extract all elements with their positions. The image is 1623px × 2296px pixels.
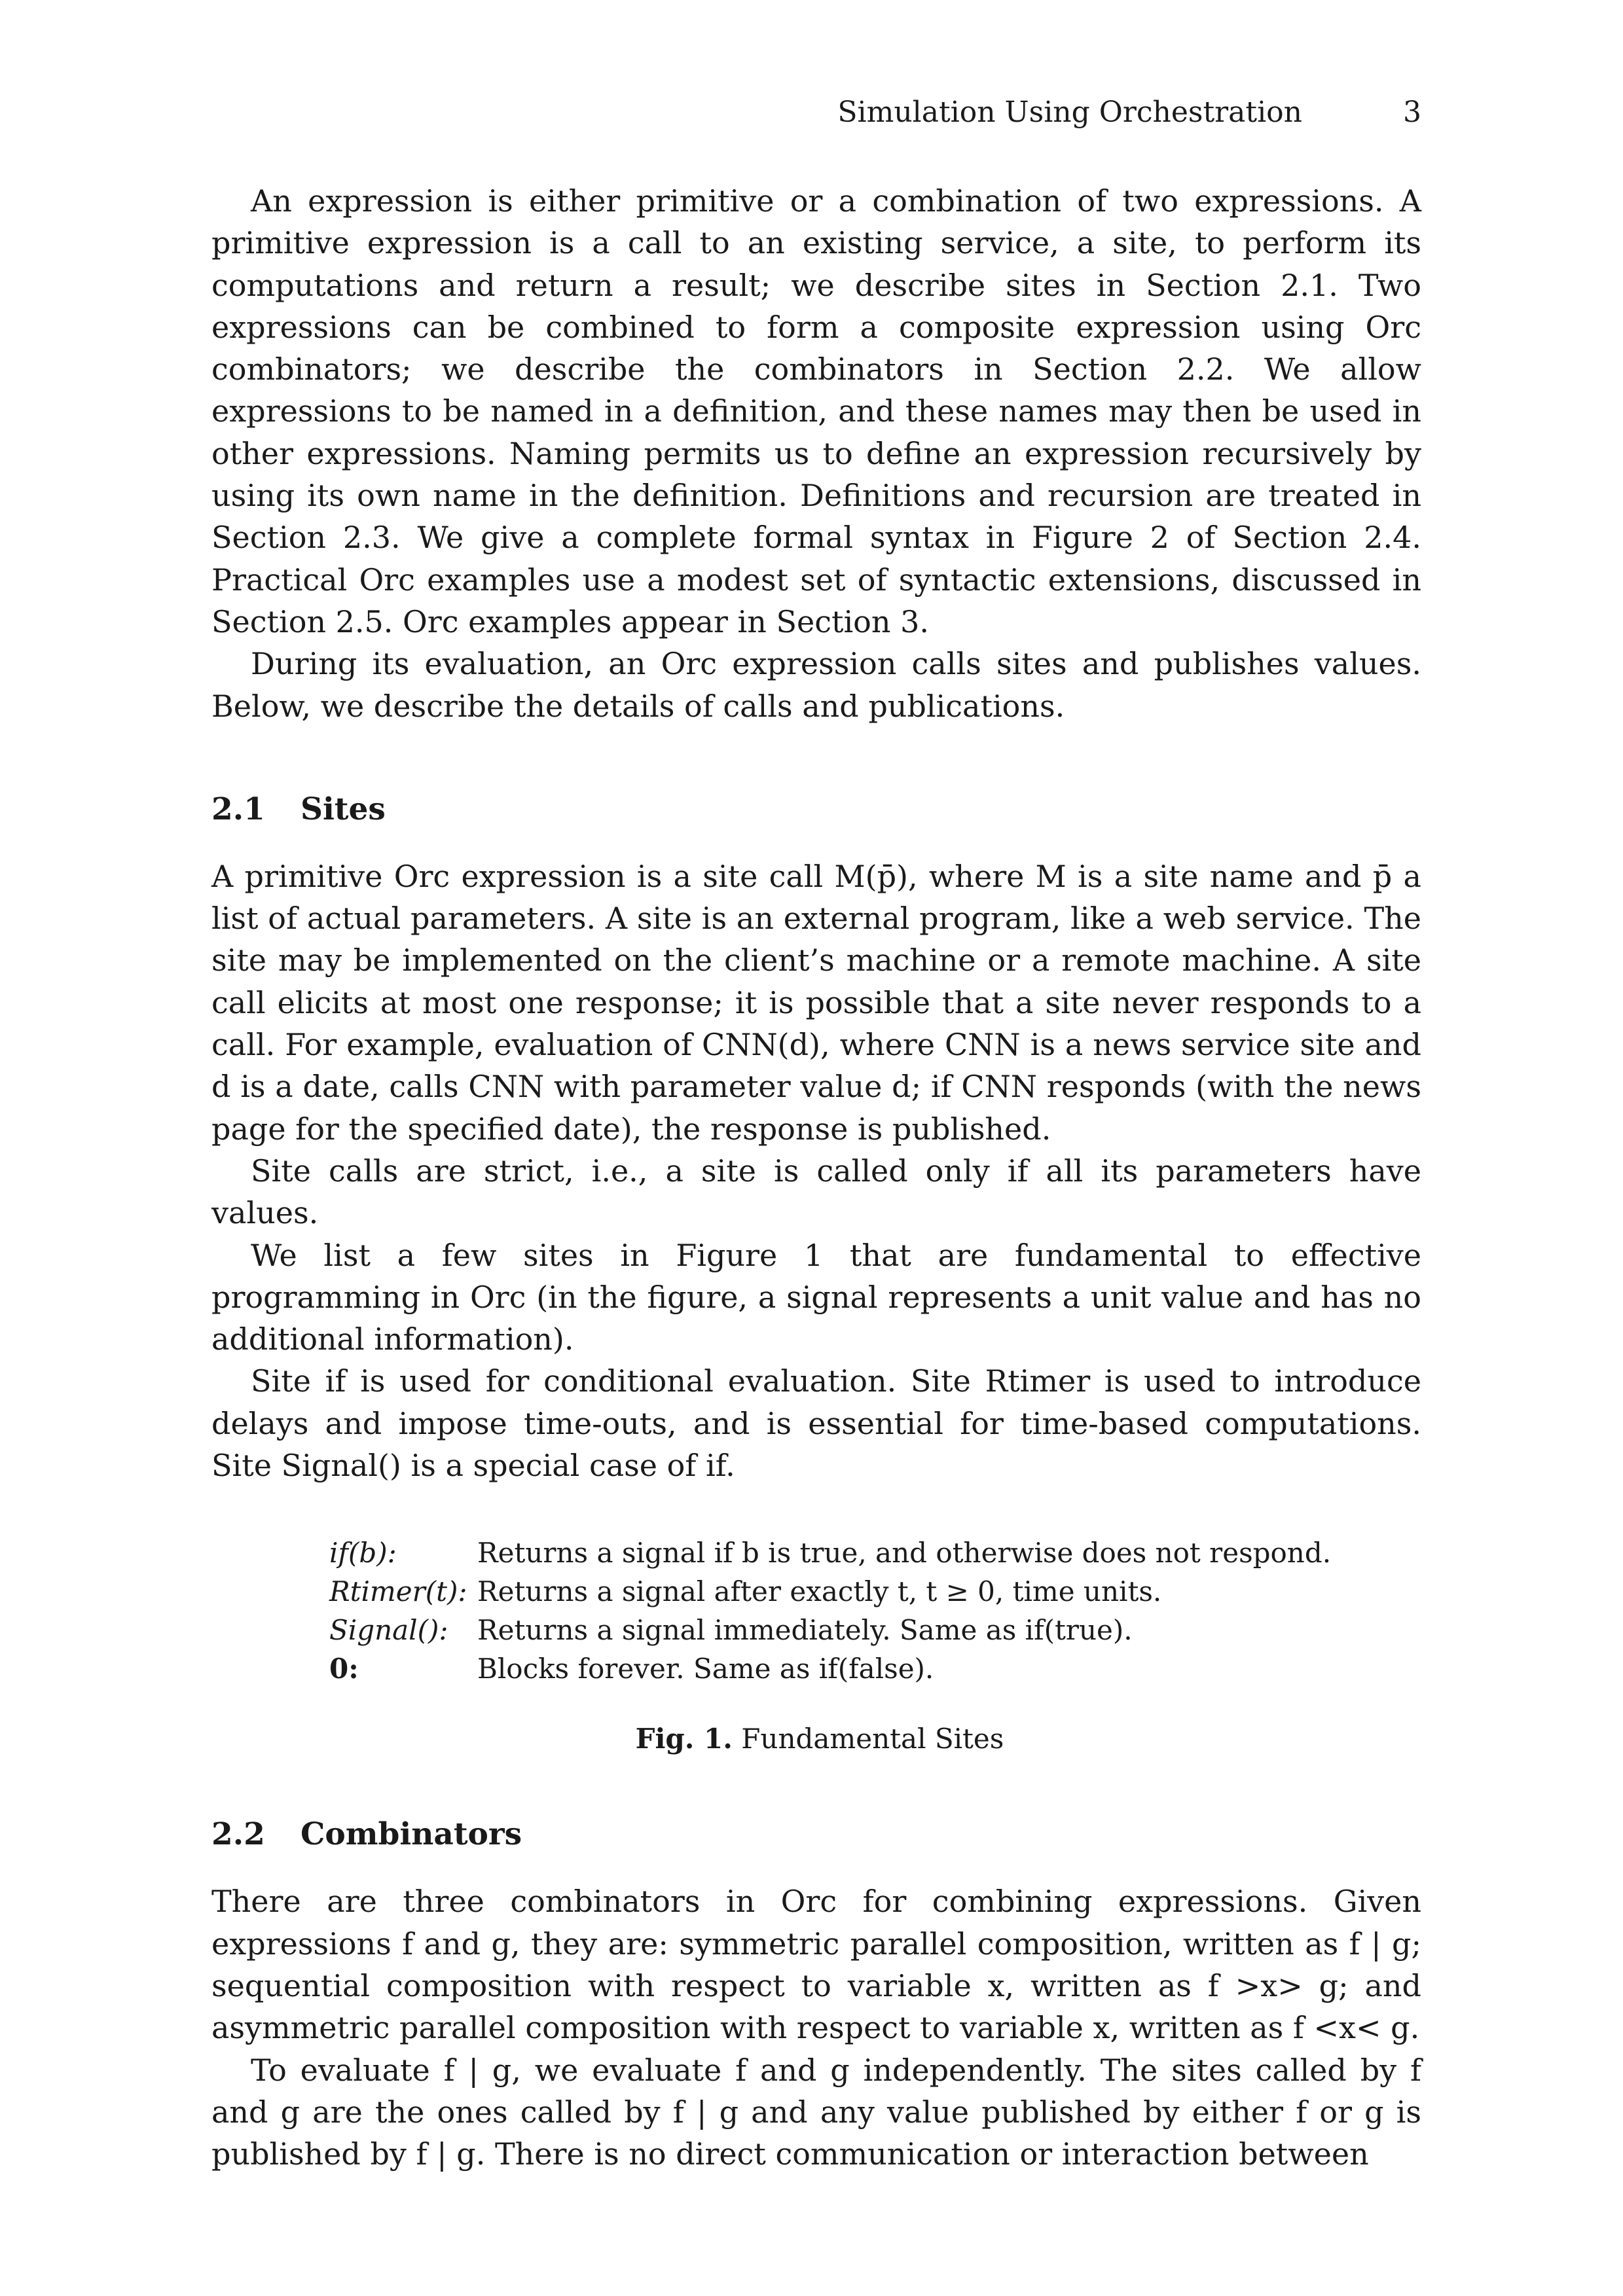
page [211,0,1421,2296]
sites-paragraph-3: We list a few sites in Figure 1 that are fundamental to effective programming in Orc (in the figure, a signal represents a unit value and has no additional information). [211,1237,1421,1357]
page-number: 3 [1403,96,1421,129]
figure-description: Returns a signal immediately. Same as if(true). [477,1614,1133,1647]
intro-paragraph-2: During its evaluation, an Orc expression calls sites and publishes values. Below, we describe the details of calls and publications. [211,646,1421,724]
figure-term: Signal(): [329,1614,448,1647]
figure-caption [211,1719,1421,1759]
figure-term: Rtimer(t): [329,1575,467,1608]
intro-paragraph-1: An expression is either primitive or a combination of two expressions. A primitive expression is a call to an existing service, a site, to perform its computations and return a result; we describe sites in Section 2.1. Two expressions can be combined to form a composite expression using Orc combinators; we describe the combinators in Section 2.2. We allow expressions to be named in a definition, and these names may then be used in other expressions. Naming permits us to define an expression recursively by using its own name in the definition. Definitions and recursion are treated in Section 2.3. We give a complete formal syntax in Figure 2 of Section 2.4. Practical Orc examples use a modest set of syntactic extensions, discussed in Section 2.5. Orc examples appear in Section 3. [211,183,1421,639]
figure-row [329,1649,1421,1688]
sites-paragraph-2: Site calls are strict, i.e., a site is called only if all its parameters have values. [211,1153,1421,1231]
page-body [211,180,1421,2175]
figure-description: Blocks forever. Same as if(false). [477,1653,934,1685]
section-heading-sites [211,789,1421,831]
figure-row [329,1534,1421,1572]
figure-1 [329,1534,1421,1688]
sites-paragraph-4: Site if is used for conditional evaluation. Site Rtimer is used to introduce delays and impose time-outs, and is essential for time-based computations. Site Signal() is a special case of if. [211,1363,1421,1484]
figure-description: Returns a signal if b is true, and otherwise does not respond. [477,1537,1332,1570]
figure-term: if(b): [329,1537,397,1570]
caption-text: Fundamental Sites [741,1723,1004,1755]
figure-description: Returns a signal after exactly t, t ≥ 0, time units. [477,1575,1162,1608]
combinators-paragraph-1: There are three combinators in Orc for combining expressions. Given expressions f and g, they are: symmetric parallel composition, written as f | g; sequential composition with respect to variable x, written as f >x> g; and asymmetric parallel composition with respect to variable x, written as f <x< g. [211,1884,1421,2046]
combinators-paragraph-2: To evaluate f | g, we evaluate f and g independently. The sites called by f and g are the ones called by f | g and any value published by either f or g is published by f | g. There is no direct communication or interaction between [211,2052,1421,2172]
section-number: 2.2 [211,1816,265,1853]
figure-row [329,1572,1421,1611]
section-heading-combinators [211,1814,1421,1856]
figure-term: 0: [329,1653,359,1685]
section-title: Sites [301,791,386,827]
caption-label: Fig. 1. [635,1723,733,1755]
section-number: 2.1 [211,791,265,827]
figure-row [329,1611,1421,1649]
sites-paragraph-1: A primitive Orc expression is a site call M(p̄), where M is a site name and p̄ a list of actual parameters. A site is an external program, like a web service. The site may be implemented on the client’s machine or a remote machine. A site call elicits at most one response; it is possible that a site never responds to a call. For example, evaluation of CNN(d), where CNN is a news service site and d is a date, calls CNN with parameter value d; if CNN responds (with the news page for the specified date), the response is published. [211,858,1421,1147]
running-head [211,93,1421,132]
running-title: Simulation Using Orchestration [837,96,1302,129]
section-title: Combinators [301,1816,522,1853]
